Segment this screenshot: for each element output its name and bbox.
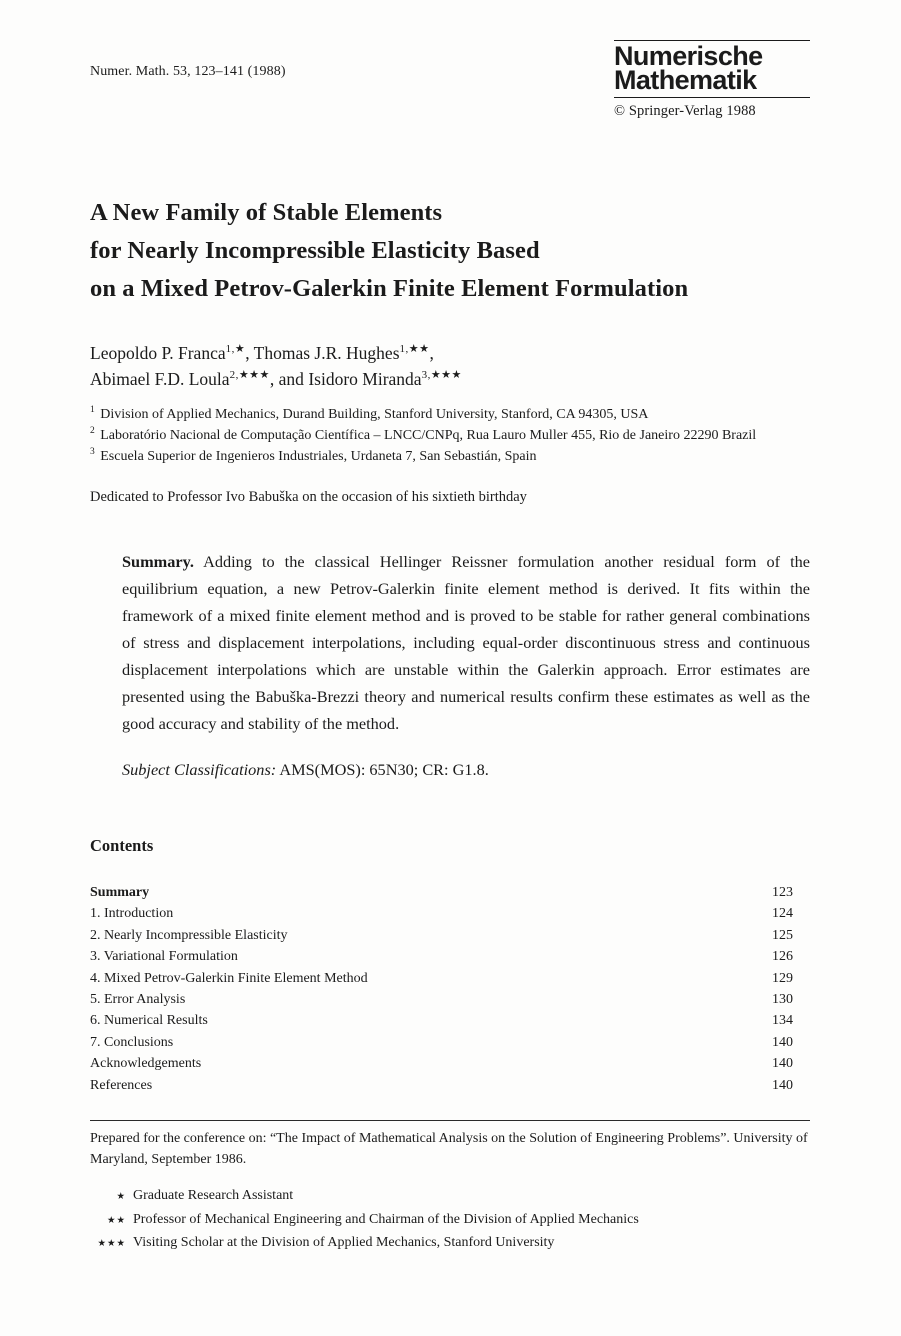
toc-label: 5. Error Analysis (90, 992, 186, 1008)
toc-row (90, 1075, 793, 1096)
dedication-line: Dedicated to Professor Ivo Babuška on the occasion of his sixtieth birthday (90, 489, 527, 505)
subject-classifications-label: Subject Classifications: (122, 760, 277, 779)
paper-title-line3: on a Mixed Petrov-Galerkin Finite Element Formulation (90, 275, 689, 302)
toc-row (90, 989, 793, 1010)
toc-label: Acknowledgements (90, 1056, 202, 1072)
toc-dot-leader (295, 925, 759, 939)
journal-logo-line2: Mathematik (614, 65, 757, 95)
conference-note: Prepared for the conference on: “The Impact of Mathematical Analysis on the Solution of Engineering Problems”. University of Maryland, September 1986. (90, 1131, 808, 1168)
toc-page-number: 125 (772, 927, 793, 943)
toc-row (90, 1010, 793, 1031)
contents-heading: Contents (90, 836, 154, 855)
subject-classifications (122, 760, 810, 780)
toc-label: 1. Introduction (90, 906, 174, 922)
toc-label: 2. Nearly Incompressible Elasticity (90, 927, 288, 943)
abstract-label: Summary. (122, 552, 194, 571)
footnote-text: Visiting Scholar at the Division of Applied Mechanics, Stanford University (133, 1235, 555, 1251)
toc-page-number: 140 (772, 1077, 793, 1093)
toc-label: References (90, 1077, 153, 1093)
toc-dot-leader (156, 882, 758, 896)
affiliation-item-3 (90, 446, 810, 467)
journal-logo-line1: Numerische (614, 41, 763, 71)
abstract-text: Adding to the classical Hellinger Reissner formulation another residual form of the equilibrium equation, a new Petrov-Galerkin finite element method is derived. It fits within the framework of a mixed finite element method and is proved to be stable for rather general combinations of stress and displacement interpolations, including equal-order discontinuous stress and continuous displacement interpolations which are unstable within the Galerkin approach. Error estimates are presented using the Babuška-Brezzi theory and numerical results confirm these estimates as well as the good accuracy and stability of the method. (122, 552, 811, 733)
toc-row (90, 1053, 793, 1074)
paper-title-line2: for Nearly Incompressible Elasticity Based (90, 237, 540, 264)
author-name-2: Thomas J.R. Hughes (253, 343, 400, 363)
author-separator-3: , and (269, 369, 309, 389)
footnote-item (90, 1209, 810, 1233)
toc-label: 3. Variational Formulation (90, 949, 238, 965)
affiliation-text-1: Division of Applied Mechanics, Durand Building, Stanford University, Stanford, CA 94305, USA (100, 407, 649, 422)
footnotes-list (90, 1185, 810, 1256)
toc-dot-leader (180, 903, 758, 917)
toc-page-number: 124 (772, 906, 793, 922)
affiliation-item-2 (90, 425, 810, 446)
toc-row (90, 925, 793, 946)
toc-label: 6. Numerical Results (90, 1013, 208, 1029)
affiliations-block (90, 404, 810, 467)
toc-page-number: 123 (772, 885, 793, 900)
footnote-divider-rule (90, 1120, 810, 1121)
toc-page-number: 126 (772, 949, 793, 965)
author-footnote-marker-2: 1,★★ (399, 343, 430, 356)
affiliation-number-3: 3 (90, 447, 95, 458)
toc-page-number: 140 (772, 1034, 793, 1050)
toc-label: 4. Mixed Petrov-Galerkin Finite Element Method (90, 970, 368, 986)
toc-label: 7. Conclusions (90, 1034, 174, 1050)
subject-classifications-value: AMS(MOS): 65N30; CR: G1.8. (279, 760, 489, 779)
footnote-text: Graduate Research Assistant (133, 1188, 294, 1204)
footnote-marker: ★★ (106, 1215, 126, 1226)
toc-page-number: 134 (772, 1013, 793, 1029)
footnote-marker: ★★★ (97, 1239, 126, 1250)
paper-title (90, 194, 810, 308)
toc-row (90, 968, 793, 989)
toc-row (90, 903, 793, 924)
toc-page-number: 129 (772, 970, 793, 986)
author-footnote-marker-1: 1,★ (225, 343, 246, 356)
toc-dot-leader (159, 1075, 758, 1089)
authors-line (90, 340, 810, 392)
affiliation-text-3: Escuela Superior de Ingenieros Industriales, Urdaneta 7, San Sebastián, Spain (100, 449, 537, 464)
journal-citation: Numer. Math. 53, 123–141 (1988) (90, 64, 286, 79)
footnote-item (90, 1232, 810, 1256)
table-of-contents (90, 882, 810, 1096)
author-footnote-marker-4: 3,★★★ (421, 369, 462, 382)
footnote-text: Professor of Mechanical Engineering and Chairman of the Division of Applied Mechanics (133, 1211, 639, 1227)
toc-label: Summary (90, 885, 150, 900)
author-name-1: Leopoldo P. Franca (90, 343, 226, 363)
paper-title-line1: A New Family of Stable Elements (90, 199, 443, 226)
toc-dot-leader (208, 1053, 758, 1067)
journal-logo-name (614, 41, 810, 97)
toc-dot-leader (192, 989, 758, 1003)
journal-logo (614, 40, 810, 120)
affiliation-text-2: Laboratório Nacional de Computação Científica – LNCC/CNPq, Rua Lauro Muller 455, Rio de Janeiro 22290 Brazil (100, 428, 757, 443)
footnote-marker: ★ (116, 1192, 126, 1203)
toc-page-number: 140 (772, 1056, 793, 1072)
footnote-item (90, 1185, 810, 1209)
toc-page-number: 130 (772, 992, 793, 1008)
toc-row (90, 946, 793, 967)
author-name-3: Abimael F.D. Loula (90, 369, 230, 389)
affiliation-number-2: 2 (90, 426, 95, 437)
page-header (90, 40, 810, 120)
author-separator-2: , (429, 343, 434, 363)
author-separator-1: , (245, 343, 254, 363)
author-name-4: Isidoro Miranda (308, 369, 422, 389)
author-footnote-marker-3: 2,★★★ (229, 369, 270, 382)
toc-dot-leader (245, 946, 758, 960)
toc-row (90, 882, 793, 903)
abstract-paragraph (122, 548, 810, 737)
affiliation-item-1 (90, 404, 810, 425)
toc-dot-leader (180, 1032, 758, 1046)
affiliation-number-1: 1 (90, 405, 95, 416)
logo-bottom-rule (614, 97, 810, 98)
toc-dot-leader (375, 968, 758, 982)
toc-row (90, 1032, 793, 1053)
toc-dot-leader (215, 1010, 758, 1024)
publisher-copyright: © Springer-Verlag 1988 (614, 103, 756, 119)
